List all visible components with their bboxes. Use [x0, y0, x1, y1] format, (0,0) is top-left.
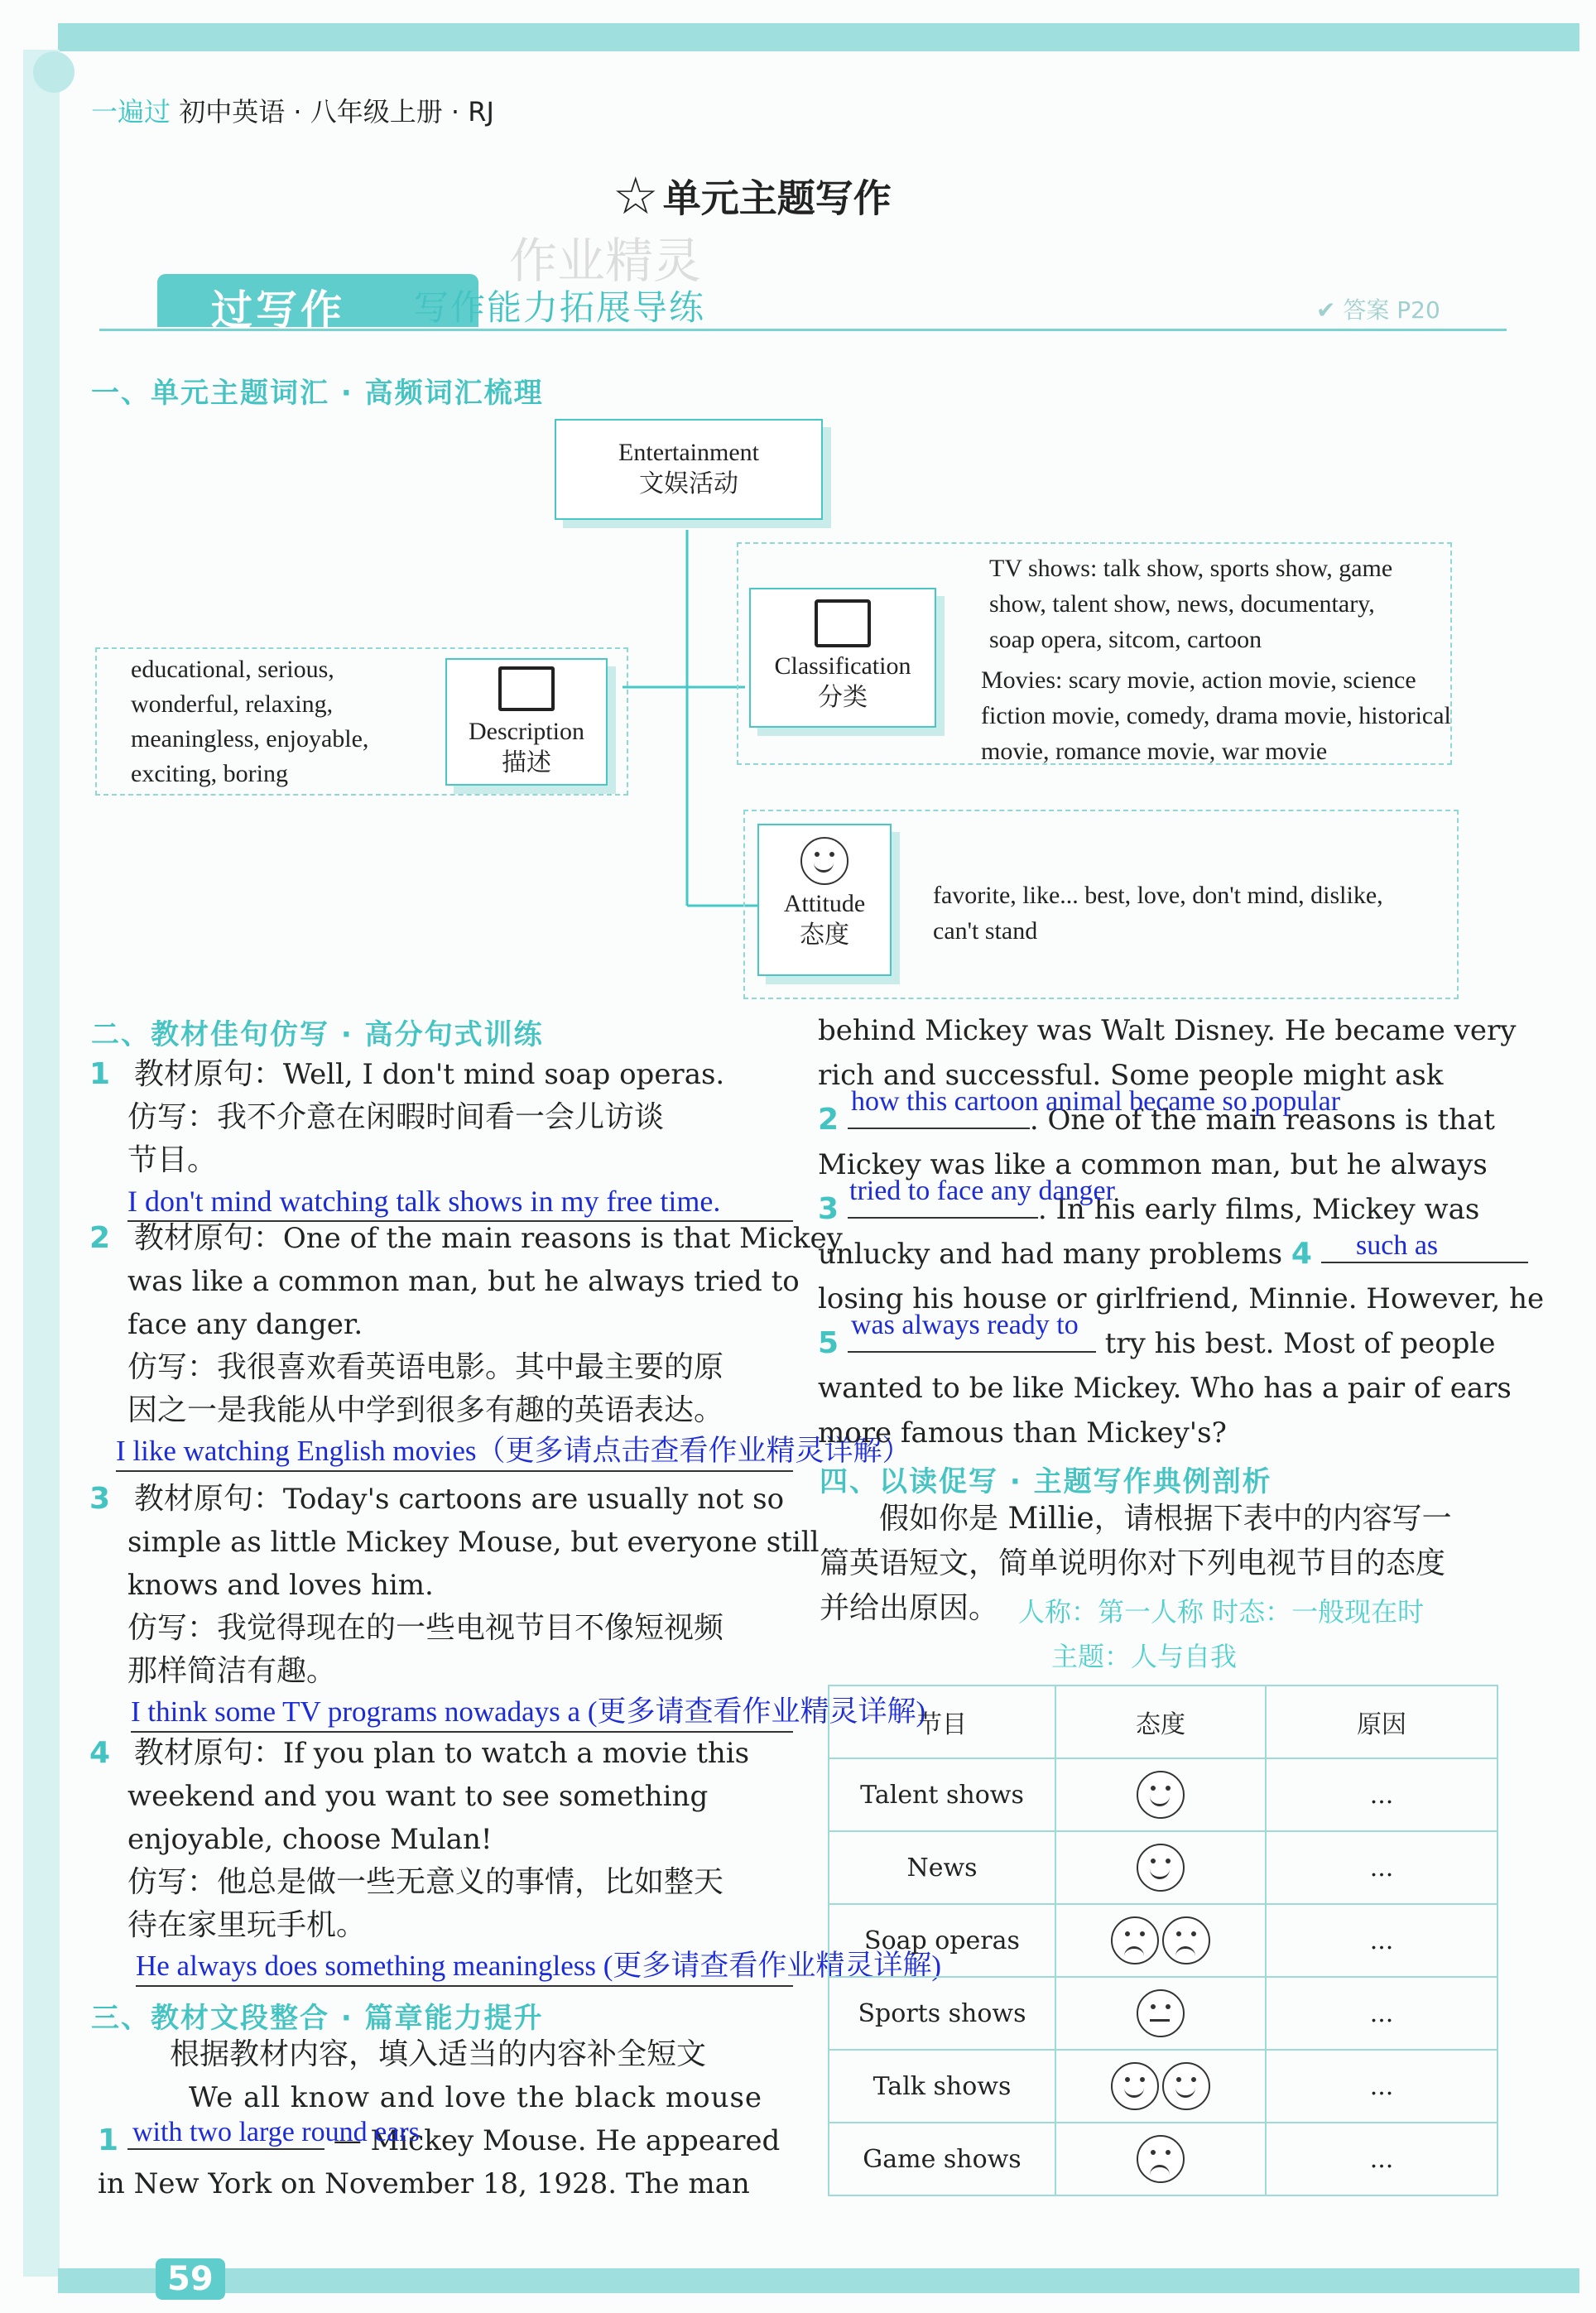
attitude-cn: 态度 [800, 921, 849, 950]
prompt-line: 并给出原因。 [820, 1591, 999, 1625]
passage-right [818, 1008, 1545, 1455]
orig-label: 教材原句： [133, 1221, 283, 1255]
tv-line: show, talent show, news, documentary, [989, 590, 1375, 618]
attitude-faces [1055, 2050, 1266, 2123]
reason-cell: ... [1266, 1831, 1497, 1904]
passage-left [98, 2076, 789, 2205]
imit-label: 仿写： [127, 1100, 218, 1134]
imit-line: 因之一是我能从中学到很多有趣的英语表达。 [127, 1393, 724, 1427]
table-header-row [829, 1685, 1497, 1758]
passage-line: more famous than Mickey's? [818, 1416, 1227, 1450]
table-row [829, 1831, 1497, 1904]
happy-face-icon [1137, 1771, 1185, 1819]
section2-title: 二、教材佳句仿写 · 高分句式训练 [91, 1018, 544, 1051]
passage-line: in New York on November 18, 1928. The man [98, 2167, 750, 2200]
passage-line: behind Mickey was Walt Disney. He became very [818, 1014, 1517, 1047]
description-words [131, 652, 368, 791]
imitation-item-1 [89, 1053, 793, 1222]
notebook-icon [498, 666, 555, 711]
program-name: Talk shows [829, 2050, 1055, 2123]
passage-line: — Mickey Mouse. He appeared [333, 2124, 781, 2157]
section4-title: 四、以读促写 · 主题写作典例剖析 [820, 1465, 1272, 1498]
passage-line: losing his house or girlfriend, Minnie. However, he [818, 1282, 1545, 1315]
handwritten-answer-5: was always ready to [851, 1310, 1079, 1340]
description-line: educational, serious, [131, 656, 334, 683]
passage-line: rich and successful. Some people might ask [818, 1059, 1444, 1092]
passage-line: wanted to be like Mickey. Who has a pair of ears [818, 1372, 1512, 1405]
description-cn: 描述 [502, 748, 551, 777]
description-node [445, 658, 608, 786]
passage-line: We all know and love the black mouse [189, 2081, 763, 2114]
star-icon: ☆ [613, 166, 659, 226]
passage-line: . One of the main reasons is that [1029, 1104, 1495, 1137]
answer-ref-text: 答案 P20 [1343, 296, 1440, 324]
description-line: meaningless, enjoyable, [131, 725, 369, 753]
orig-line: One of the main reasons is that Mickey [282, 1222, 843, 1255]
happy-face-icon [1111, 2062, 1159, 2110]
passage-line: . In his early films, Mickey was [1037, 1193, 1480, 1226]
bottom-band [58, 2268, 1579, 2293]
imit-label: 仿写： [127, 1865, 218, 1899]
blank-2[interactable] [848, 1127, 1030, 1129]
book-subtitle: 初中英语 · 八年级上册 · RJ [179, 96, 494, 127]
happy-face-icon [1137, 1844, 1185, 1892]
item-number: 3 [89, 1482, 111, 1516]
reason-cell: ... [1266, 1904, 1497, 1977]
neutral-face-icon [1137, 1989, 1185, 2037]
section1-title: 一、单元主题词汇 · 高频词汇梳理 [91, 377, 544, 410]
movie-line: fiction movie, comedy, drama movie, historical [981, 702, 1451, 729]
handwritten-note-2: 主题：人与自我 [1051, 1641, 1238, 1672]
program-name: Sports shows [829, 1977, 1055, 2050]
prompt-line: 假如你是 Millie，请根据下表中的内容写一 [879, 1502, 1452, 1536]
imit-line: 那样简洁有趣。 [127, 1654, 337, 1688]
sad-face-icon [1162, 1916, 1210, 1964]
attitude-faces [1055, 1758, 1266, 1831]
blank-number: 2 [818, 1103, 839, 1137]
root-node [555, 419, 823, 520]
item-number: 1 [89, 1057, 111, 1091]
table-row [829, 2050, 1497, 2123]
classification-en: Classification [774, 652, 911, 680]
sad-face-icon [1111, 1916, 1159, 1964]
blank-number: 3 [818, 1192, 839, 1226]
program-name: Game shows [829, 2123, 1055, 2195]
orig-line: enjoyable, choose Mulan! [127, 1823, 493, 1856]
attitude-en: Attitude [783, 890, 866, 917]
prompt-line: 篇英语短文，简单说明你对下列电视节目的态度 [820, 1546, 1446, 1580]
table-row [829, 1758, 1497, 1831]
movie-line: Movies: scary movie, action movie, science [981, 666, 1416, 694]
orig-line: knows and loves him. [127, 1569, 434, 1602]
orig-label: 教材原句： [133, 1482, 283, 1516]
blank-number: 4 [1291, 1237, 1312, 1271]
handwritten-answer-4: such as [1356, 1230, 1439, 1261]
attitude-faces [1055, 1977, 1266, 2050]
orig-line: simple as little Mickey Mouse, but everyone still [127, 1526, 820, 1559]
orig-line: face any danger. [127, 1308, 363, 1341]
passage-line: unlucky and had many problems [818, 1238, 1283, 1271]
attitude-faces [1055, 1831, 1266, 1904]
reason-cell: ... [1266, 1977, 1497, 2050]
program-name: Soap operas [829, 1904, 1055, 1977]
table-row [829, 2123, 1497, 2195]
tv-shows-list [989, 551, 1392, 657]
program-name: News [829, 1831, 1055, 1904]
header-cell: 原因 [1266, 1685, 1497, 1758]
attitude-faces [1055, 2123, 1266, 2195]
reason-cell: ... [1266, 1758, 1497, 1831]
tv-attitude-table [828, 1685, 1498, 2196]
reason-cell: ... [1266, 2123, 1497, 2195]
section3-title: 三、教材文段整合 · 篇章能力提升 [91, 2002, 544, 2035]
banner-left-text: 过写作 [211, 286, 345, 334]
root-en: Entertainment [618, 439, 759, 466]
classification-node [749, 588, 936, 728]
attitude-line: favorite, like... best, love, don't mind, dislike, [933, 882, 1383, 909]
handwritten-answer-3: tried to face any danger [849, 1176, 1115, 1206]
orig-line: weekend and you want to see something [127, 1780, 709, 1813]
movies-list [981, 662, 1451, 769]
attitude-faces [1055, 1904, 1266, 1977]
imit-line: 待在家里玩手机。 [127, 1908, 367, 1942]
program-name: Talent shows [829, 1758, 1055, 1831]
series-name: 一遍过 [91, 96, 171, 127]
attitude-line: can't stand [933, 917, 1038, 945]
reason-cell: ... [1266, 2050, 1497, 2123]
orig-line: If you plan to watch a movie this [282, 1737, 750, 1770]
unit-title: 单元主题写作 [662, 176, 892, 221]
handwritten-answer-1: with two large round ears [132, 2117, 420, 2147]
description-en: Description [469, 718, 584, 745]
passage-line: try his best. Most of people [1104, 1327, 1496, 1360]
item-number: 4 [89, 1736, 111, 1770]
handwritten-answer: I think some TV programs nowadays a (更多请查看作业精灵详解) [131, 1693, 793, 1733]
imit-label: 仿写： [127, 1611, 218, 1645]
handwritten-answer: I don't mind watching talk shows in my free time. [127, 1182, 793, 1222]
imit-line: 节目。 [127, 1143, 218, 1177]
handwritten-answer: He always does something meaningless (更多请查看作业精灵详解) [136, 1947, 793, 1987]
attitude-words [933, 878, 1383, 949]
blank-3[interactable] [848, 1216, 1038, 1219]
banner-right-text: 写作能力拓展导练 [414, 287, 706, 328]
attitude-node [757, 824, 892, 976]
description-line: exciting, boring [131, 760, 288, 787]
header-cell: 节目 [829, 1685, 1055, 1758]
header-cell: 态度 [1055, 1685, 1266, 1758]
section3-instruction: 根据教材内容，填入适当的内容补全短文 [170, 2037, 707, 2071]
happy-face-icon [1162, 2062, 1210, 2110]
imit-line: 我觉得现在的一些电视节目不像短视频 [217, 1611, 724, 1645]
table-row [829, 1977, 1497, 2050]
handwritten-answer: I like watching English movies（更多请点击查看作业精灵详解） [116, 1432, 793, 1472]
blank-5[interactable] [848, 1350, 1096, 1353]
item-number: 2 [89, 1221, 111, 1255]
sad-face-icon [1137, 2135, 1185, 2183]
blank-number: 5 [818, 1326, 839, 1360]
imit-line: 他总是做一些无意义的事情，比如整天 [217, 1865, 724, 1899]
passage-line: Mickey was like a common man, but he always [818, 1148, 1488, 1181]
watermark: 作业精灵 [509, 233, 702, 289]
table-row [829, 1904, 1497, 1977]
root-cn: 文娱活动 [639, 469, 738, 498]
smiley-icon [800, 837, 848, 885]
tv-line: TV shows: talk show, sports show, game [989, 555, 1393, 582]
handwritten-answer-2: how this cartoon animal became so popular [851, 1086, 1341, 1117]
page-number: 59 [156, 2258, 225, 2300]
imit-label: 仿写： [127, 1350, 218, 1384]
orig-line: was like a common man, but he always tried to [127, 1265, 800, 1298]
imitation-item-2 [89, 1217, 911, 1472]
classification-cn: 分类 [818, 683, 868, 712]
computer-icon [815, 599, 871, 647]
imit-line: 我不介意在闲暇时间看一会儿访谈 [217, 1100, 665, 1134]
movie-line: movie, romance movie, war movie [981, 738, 1328, 765]
orig-line: Well, I don't mind soap operas. [282, 1058, 725, 1091]
tv-line: soap opera, sitcom, cartoon [989, 626, 1262, 653]
blank-number: 1 [98, 2123, 119, 2157]
handwritten-note-1: 人称：第一人称 时态：一般现在时 [1018, 1596, 1425, 1628]
imit-line: 我很喜欢看英语电影。其中最主要的原 [217, 1350, 724, 1384]
orig-line: Today's cartoons are usually not so [282, 1483, 785, 1516]
answer-ref: ✔ 答案 P20 [1316, 296, 1440, 324]
description-line: wonderful, relaxing, [131, 690, 334, 718]
orig-label: 教材原句： [133, 1057, 283, 1091]
orig-label: 教材原句： [133, 1736, 283, 1770]
